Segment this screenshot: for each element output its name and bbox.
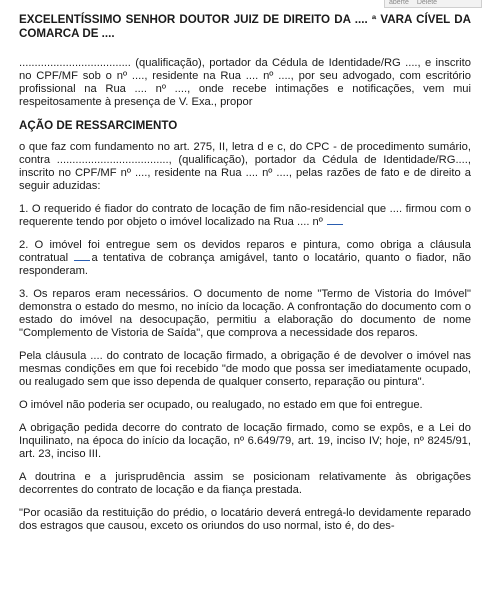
blank-field[interactable]	[327, 216, 343, 225]
blank-field[interactable]	[74, 252, 90, 261]
paragraph-8: "Por ocasião da restituição do prédio, o locatário deverá entregá-lo devidamente reparado dos estragos que causou, exceto os oriundos do uso normal, isto é, do des-	[19, 507, 471, 532]
paragraph-4: Pela cláusula .... do contrato de locação firmado, a obrigação é de devolver o imóvel nas mesmas condições em que foi recebido "de modo que possa ser imediatamente ocupado, ou realugado sem que isso dependa de qualquer conserto, reparação ou pintura".	[19, 350, 471, 388]
paragraph-3: 3. Os reparos eram necessários. O documento de nome "Termo de Vistoria do Imóvel" demonstra o estado do mesmo, no início da locação. A confrontação do documento com o estado do imóvel na desocupação, permitiu a elaboração do documento de nome "Complemento de Vistoria de Saída", que comprova a necessidade dos reparos.	[19, 288, 471, 339]
toolbar-delete-item[interactable]: Delete	[416, 0, 438, 6]
paragraph-2	[19, 239, 471, 278]
paragraph-2-text-b: a tentativa de cobrança amigável, tanto o locatário, quanto o fiador, não responderam.	[19, 252, 471, 277]
paragraph-5: O imóvel não poderia ser ocupado, ou realugado, no estado em que foi entregue.	[19, 399, 423, 411]
toolbar-fragment	[384, 0, 482, 8]
document-body	[19, 13, 471, 533]
paragraph-6: A obrigação pedida decorre do contrato de locação firmado, como se expôs, e a Lei do Inquilinato, na época do início da locação, nº 6.649/79, art. 19, inciso IV; hoje, nº 8245/91, art. 23, inciso III.	[19, 422, 471, 460]
action-title: AÇÃO DE RESSARCIMENTO	[19, 119, 178, 132]
paragraph-2-text-a: 2. O imóvel foi entregue sem os devidos reparos e pintura, como obriga a cláusula contratual	[19, 239, 471, 264]
toolbar-item[interactable]: aberte	[389, 0, 409, 6]
paragraph-1-text: 1. O requerido é fiador do contrato de locação de fim não-residencial que .... firmou com o requerente tendo por objeto o imóvel localizado na Rua .... nº	[19, 203, 471, 228]
intro-paragraph: .................................... (qualificação), portador da Cédula de Identidade/RG ...., e inscrito no CPF/MF sob o nº ...., residente na Rua .... nº ...., por seu advogado, com escritório profissional na Rua .... nº ...., onde recebe intimações e notificações, vem mui respeitosamente à presença de V. Exa., propor	[19, 57, 471, 108]
fundamento-paragraph: o que faz com fundamento no art. 275, II, letra d e c, do CPC - de procedimento sumário, contra ...................................., (qualificação), portador da Cédula de Identidade/RG...., inscrito no CPF/MF nº ...., residente na Rua .... nº ...., pelas razões de fato e de direito a seguir aduzidas:	[19, 141, 471, 192]
document-title: EXCELENTÍSSIMO SENHOR DOUTOR JUIZ DE DIREITO DA .... ª VARA CÍVEL DA COMARCA DE ....	[19, 13, 471, 40]
paragraph-1	[19, 203, 471, 229]
paragraph-7: A doutrina e a jurisprudência assim se posicionam relativamente às obrigações decorrentes do contrato de locação e da fiança prestada.	[19, 471, 471, 496]
